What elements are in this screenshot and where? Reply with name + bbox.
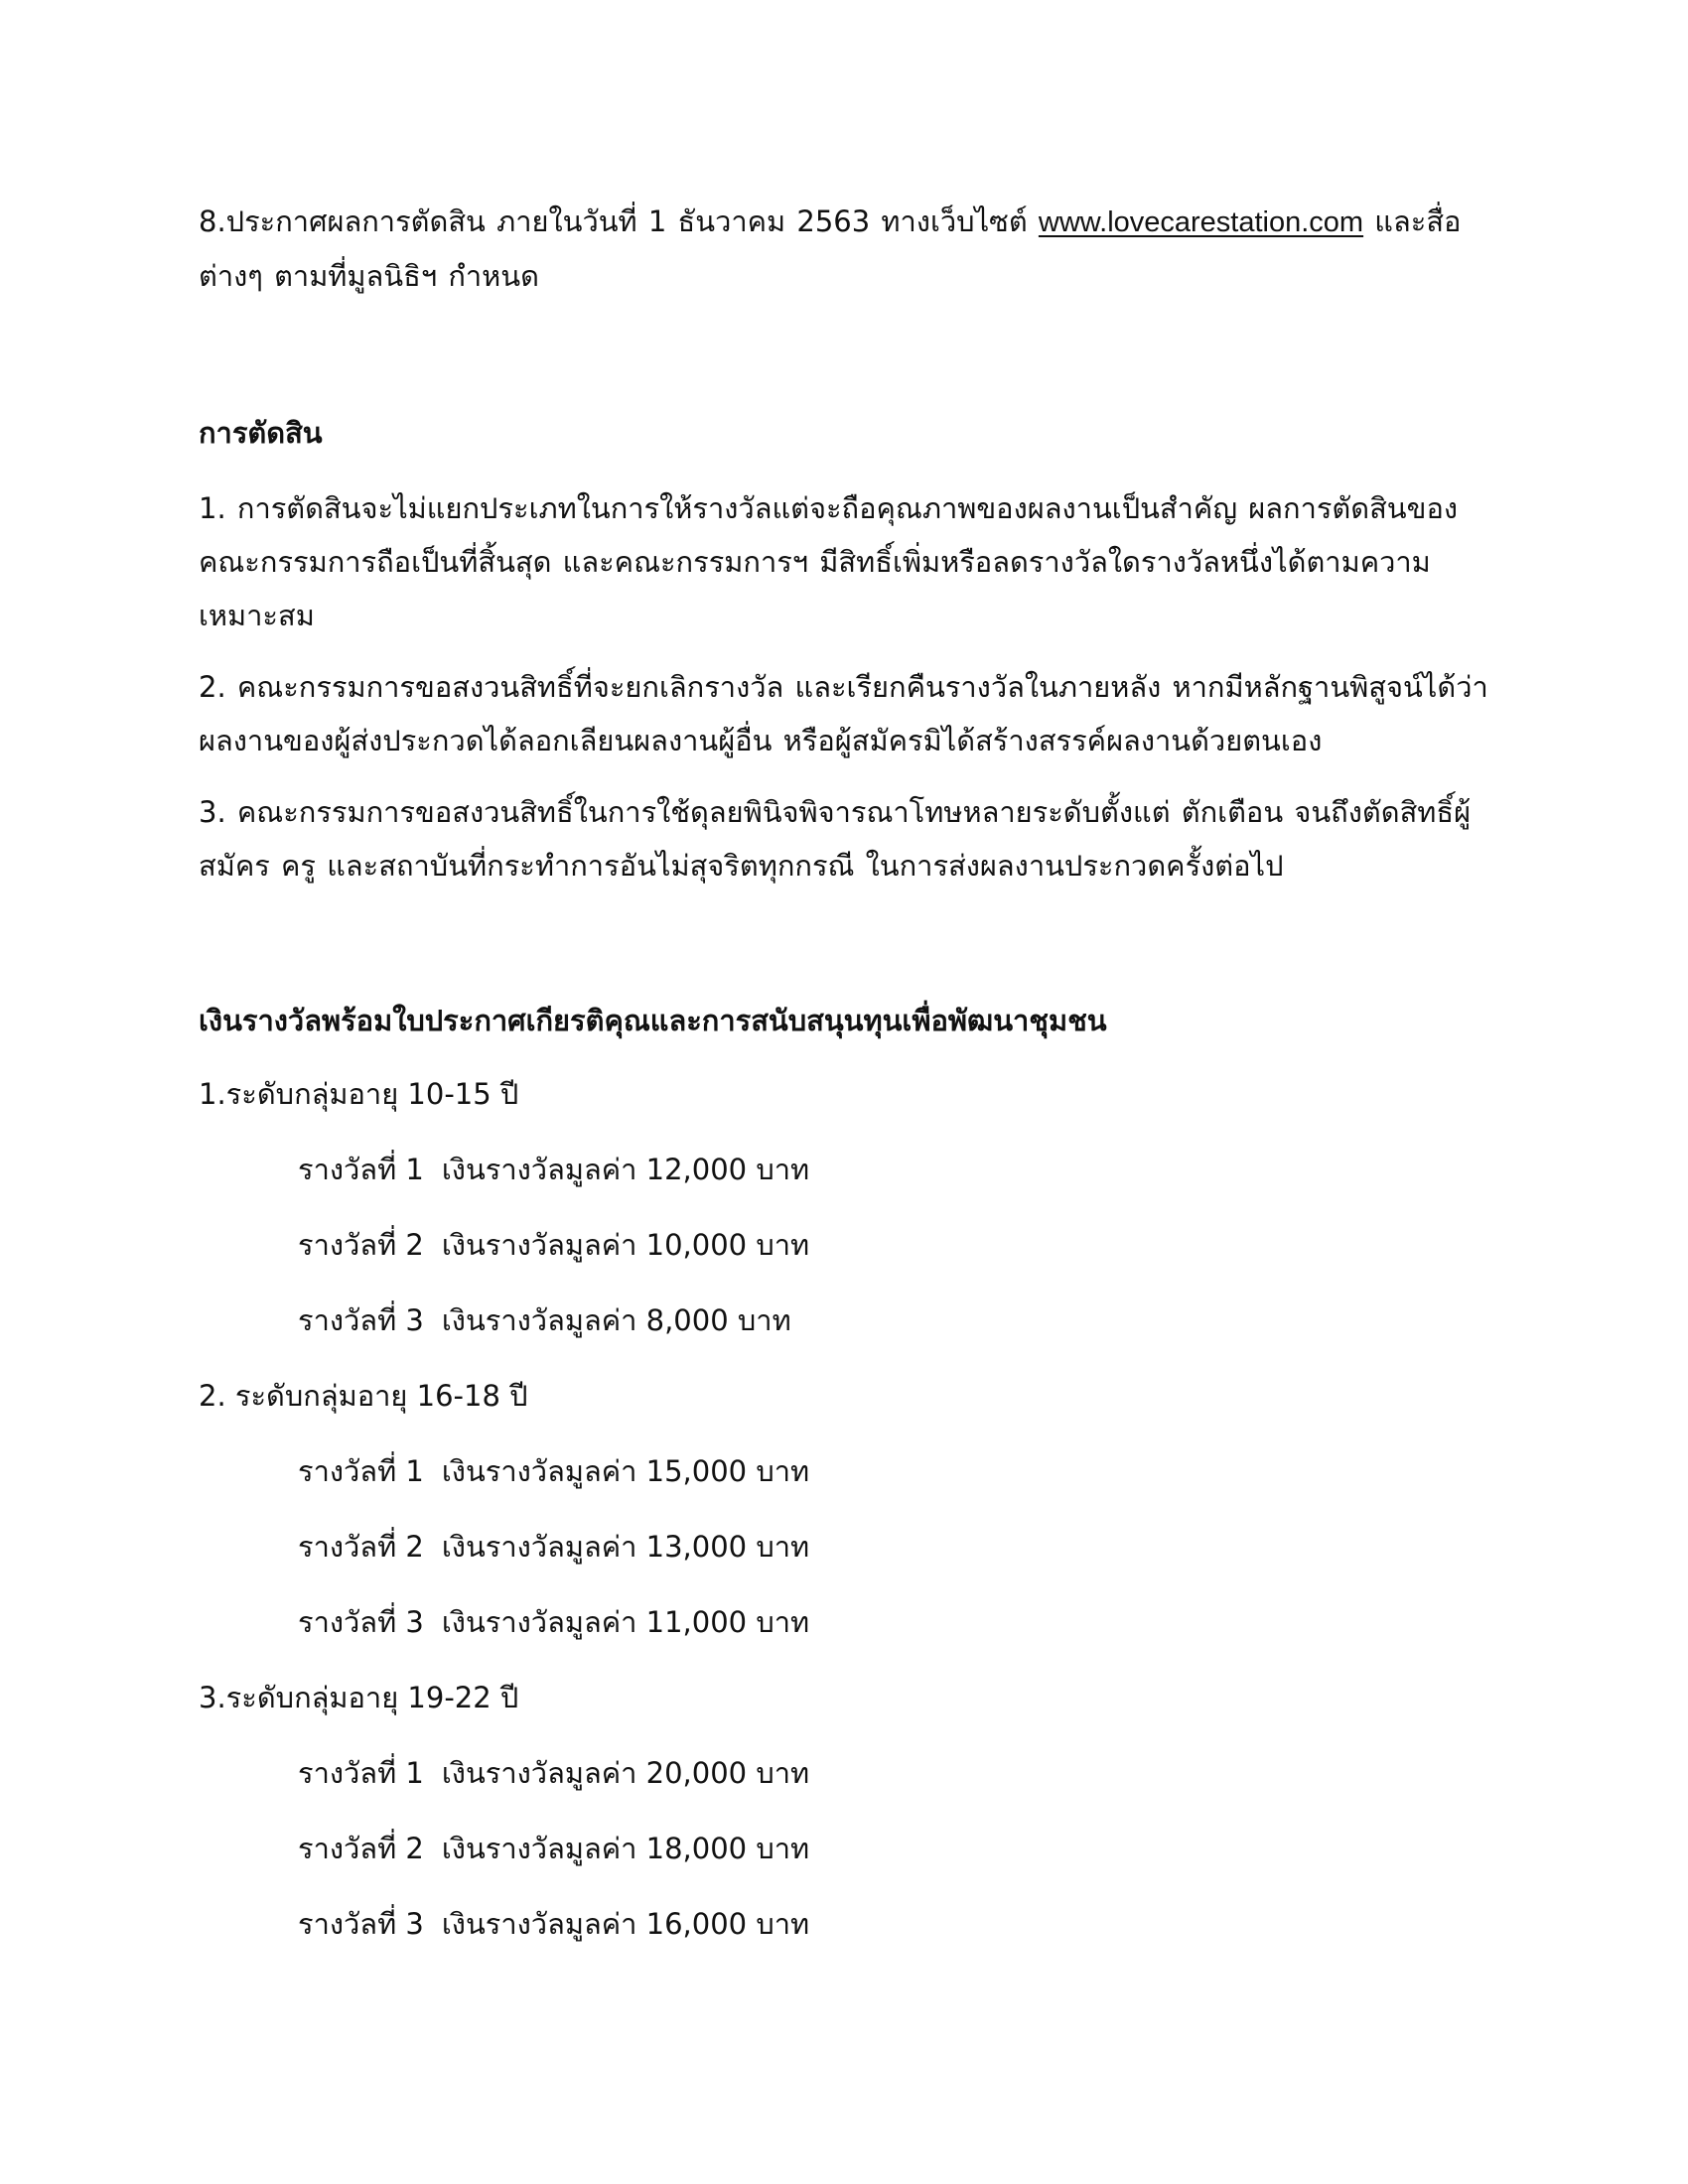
prize-row (298, 1218, 1489, 1272)
prize-amount: เงินรางวัลมูลค่า 15,000 บาท (441, 1454, 810, 1488)
prize-row (298, 1897, 1489, 1951)
prize-row (298, 1822, 1489, 1875)
announcement-text-after: และสื่อต่างๆ ตามที่มูลนิธิฯ กำหนด (199, 205, 1462, 293)
judging-item-3: 3. คณะกรรมการขอสงวนสิทธิ์ในการใช้ดุลยพินิจพิจารณาโทษหลายระดับตั้งแต่ ตักเตือน จนถึงตัดสิทธิ์ผู้สมัคร ครู และสถาบันที่กระทำการอันไม่สุจริตทุกกรณี ในการส่งผลงานประกวดครั้งต่อไป (199, 795, 1472, 883)
announcement-text-before: 8.ประกาศผลการตัดสิน ภายในวันที่ 1 ธันวาคม 2563 ทางเว็บไซต์ (199, 205, 1039, 238)
prize-amount: เงินรางวัลมูลค่า 12,000 บาท (441, 1153, 810, 1186)
prize-amount: เงินรางวัลมูลค่า 8,000 บาท (441, 1303, 791, 1337)
prize-amount: เงินรางวัลมูลค่า 11,000 บาท (441, 1605, 810, 1639)
prize-row (298, 1595, 1489, 1649)
prize-rank: รางวัลที่ 3 (298, 1303, 424, 1337)
prize-row (298, 1444, 1489, 1498)
prize-rank: รางวัลที่ 3 (298, 1605, 424, 1639)
prize-amount: เงินรางวัลมูลค่า 20,000 บาท (441, 1756, 810, 1790)
prize-amount: เงินรางวัลมูลค่า 10,000 บาท (441, 1228, 810, 1262)
prize-rank: รางวัลที่ 2 (298, 1228, 424, 1262)
prize-row (298, 1746, 1489, 1800)
prize-row (298, 1143, 1489, 1196)
prizes-heading: เงินรางวัลพร้อมใบประกาศเกียรติคุณและการสนับสนุนทุนเพื่อพัฒนาชุมชน (199, 1004, 1107, 1037)
judging-item-1: 1. การตัดสินจะไม่แยกประเภทในการให้รางวัลแต่จะถือคุณภาพของผลงานเป็นสำคัญ ผลการตัดสินของคณะกรรมการถือเป็นที่สิ้นสุด และคณะกรรมการฯ มีสิทธิ์เพิ่มหรือลดรางวัลใดรางวัลหนึ่งได้ตามความเหมาะสม (199, 491, 1459, 632)
tier-title: 1.ระดับกลุ่มอายุ 10-15 ปี (199, 1077, 519, 1111)
prize-rank: รางวัลที่ 1 (298, 1756, 424, 1790)
judging-item-2: 2. คณะกรรมการขอสงวนสิทธิ์ที่จะยกเลิกรางวัล และเรียกคืนรางวัลในภายหลัง หากมีหลักฐานพิสูจน์ได้ว่าผลงานของผู้ส่งประกวดได้ลอกเลียนผลงานผู้อื่น หรือผู้สมัครมิได้สร้างสรรค์ผลงานด้วยตนเอง (199, 670, 1488, 757)
prize-rank: รางวัลที่ 3 (298, 1907, 424, 1941)
prize-row (298, 1520, 1489, 1573)
tier-title: 3.ระดับกลุ่มอายุ 19-22 ปี (199, 1681, 519, 1714)
website-link[interactable]: www.lovecarestation.com (1038, 206, 1364, 238)
prize-amount: เงินรางวัลมูลค่า 18,000 บาท (441, 1832, 810, 1865)
prize-amount: เงินรางวัลมูลค่า 16,000 บาท (441, 1907, 810, 1941)
tier-title: 2. ระดับกลุ่มอายุ 16-18 ปี (199, 1379, 528, 1413)
prize-rank: รางวัลที่ 1 (298, 1153, 424, 1186)
announcement-paragraph (199, 195, 1489, 303)
prize-rank: รางวัลที่ 1 (298, 1454, 424, 1488)
prize-rank: รางวัลที่ 2 (298, 1832, 424, 1865)
judging-heading: การตัดสิน (199, 416, 323, 450)
prize-row (298, 1294, 1489, 1347)
prize-amount: เงินรางวัลมูลค่า 13,000 บาท (441, 1530, 810, 1564)
prize-rank: รางวัลที่ 2 (298, 1530, 424, 1564)
document-content (199, 195, 1489, 1973)
